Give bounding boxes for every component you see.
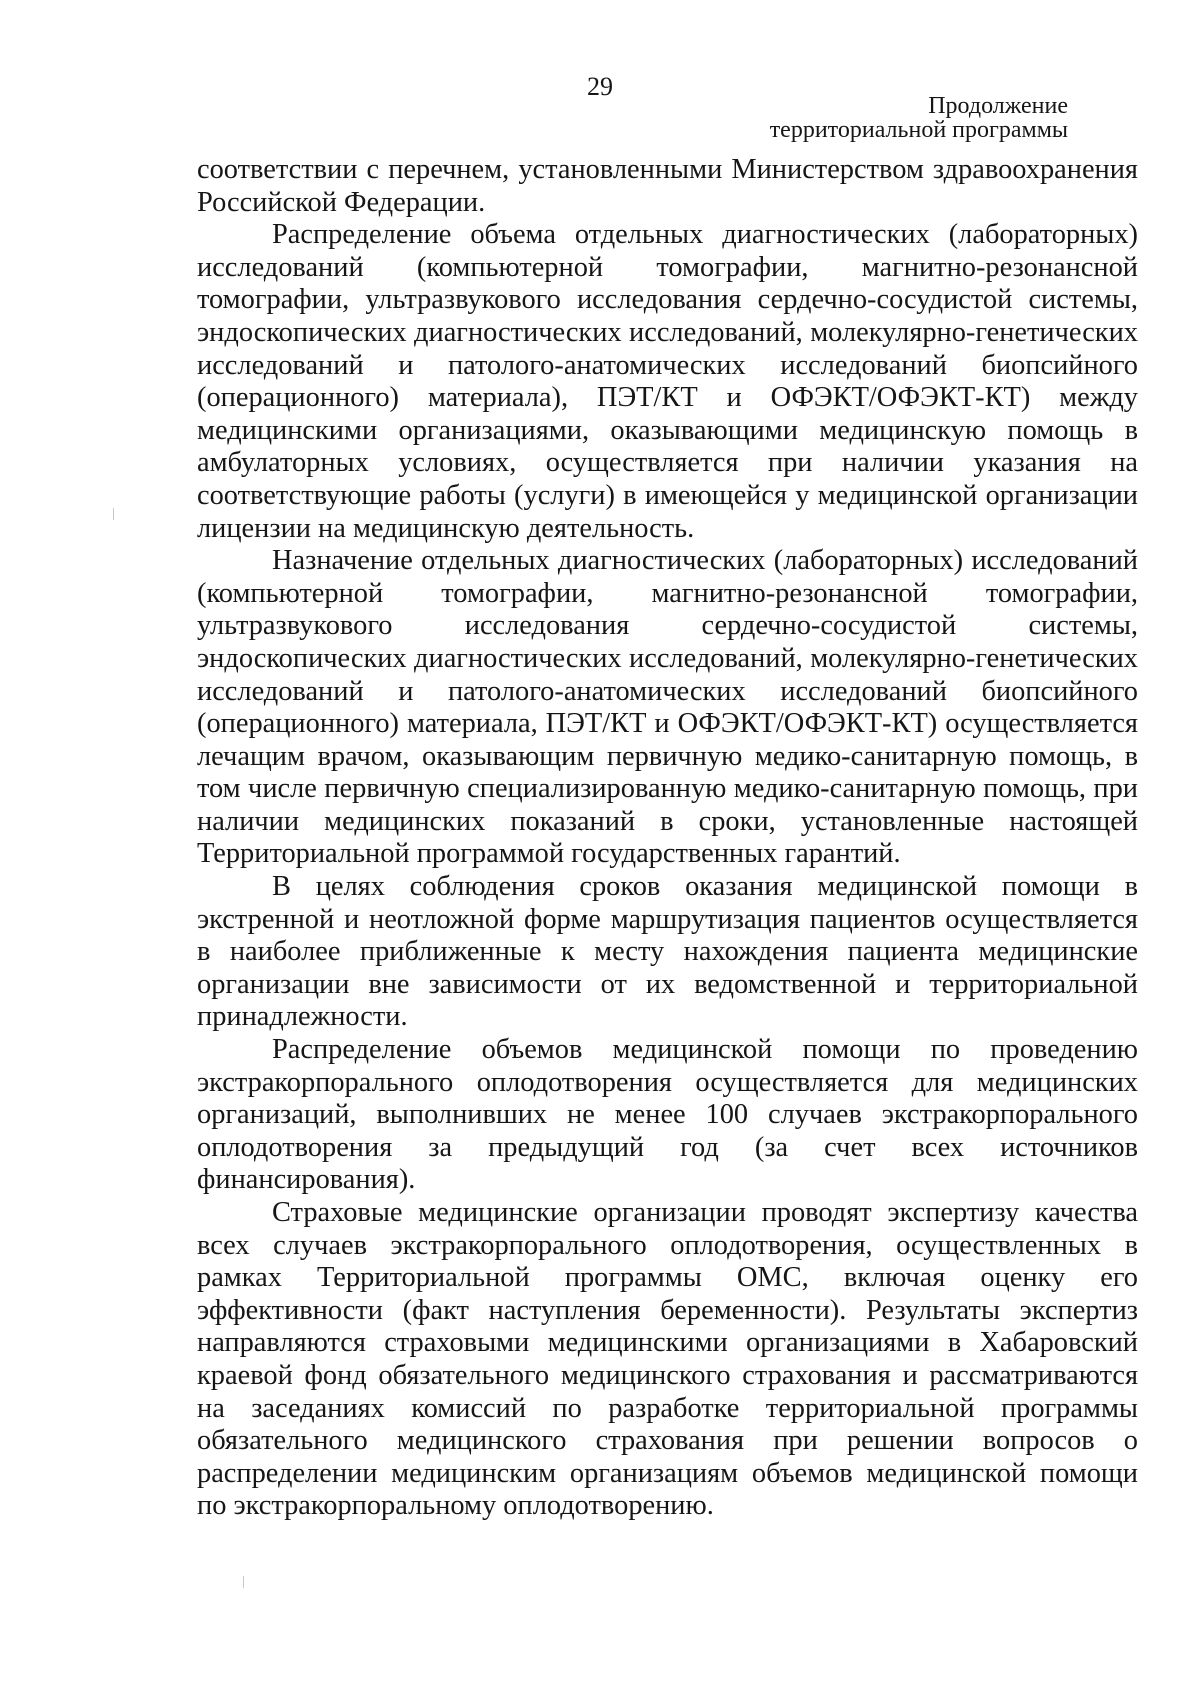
scan-artifact-mark [113, 508, 114, 520]
paragraph-continuation: соответствии с перечнем, установленными Министерством здравоохранения Российской Федерации. [197, 154, 1138, 218]
running-header-line-2: территориальной программы [769, 117, 1068, 143]
running-header [770, 94, 1068, 142]
running-header-line-1: Продолжение [928, 93, 1068, 119]
paragraph-diagnostics-distribution: Распределение объема отдельных диагностических (лабораторных) исследований (компьютерной томографии, магнитно-резонансной томографии, ультразвукового исследования сердечно-сосудистой системы, эндоскопических диагностических исследований, молекулярно-генетических исследований и патолого-анатомических исследований биопсийного (операционного) материала), ПЭТ/КТ и ОФЭКТ/ОФЭКТ-КТ) между медицинскими организациями, оказывающими медицинскую помощь в амбулаторных условиях, осуществляется при наличии указания на соответствующие работы (услуги) в имеющейся у медицинской организации лицензии на медицинскую деятельность. [197, 219, 1138, 544]
paragraph-ivf-expertise: Страховые медицинские организации проводят экспертизу качества всех случаев экстракорпорального оплодотворения, осуществленных в рамках Территориальной программы ОМС, включая оценку его эффективности (факт наступления беременности). Результаты экспертиз направляются страховыми медицинскими организациями в Хабаровский краевой фонд обязательного медицинского страхования и рассматриваются на заседаниях комиссий по разработке территориальной программы обязательного медицинского страхования при решении вопросов о распределении медицинским организациям объемов медицинской помощи по экстракорпоральному оплодотворению. [197, 1197, 1138, 1522]
paragraph-diagnostics-assignment: Назначение отдельных диагностических (лабораторных) исследований (компьютерной томографии, магнитно-резонансной томографии, ультразвукового исследования сердечно-сосудистой системы, эндоскопических диагностических исследований, молекулярно-генетических исследований и патолого-анатомических исследований биопсийного (операционного) материала, ПЭТ/КТ и ОФЭКТ/ОФЭКТ-КТ) осуществляется лечащим врачом, оказывающим первичную медико-санитарную помощь, в том числе первичную специализированную медико-санитарную помощь, при наличии медицинских показаний в сроки, установленные настоящей Территориальной программой государственных гарантий. [197, 545, 1138, 870]
paragraph-emergency-routing: В целях соблюдения сроков оказания медицинской помощи в экстренной и неотложной форме маршрутизация пациентов осуществляется в наиболее приближенные к месту нахождения пациента медицинские организации вне зависимости от их ведомственной и территориальной принадлежности. [197, 871, 1138, 1033]
document-body [197, 154, 1138, 1523]
paragraph-ivf-distribution: Распределение объемов медицинской помощи по проведению экстракорпорального оплодотворения осуществляется для медицинских организаций, выполнивших не менее 100 случаев экстракорпорального оплодотворения за предыдущий год (за счет всех источников финансирования). [197, 1034, 1138, 1196]
scan-artifact-mark [243, 1576, 244, 1588]
page-number: 29 [587, 72, 613, 101]
